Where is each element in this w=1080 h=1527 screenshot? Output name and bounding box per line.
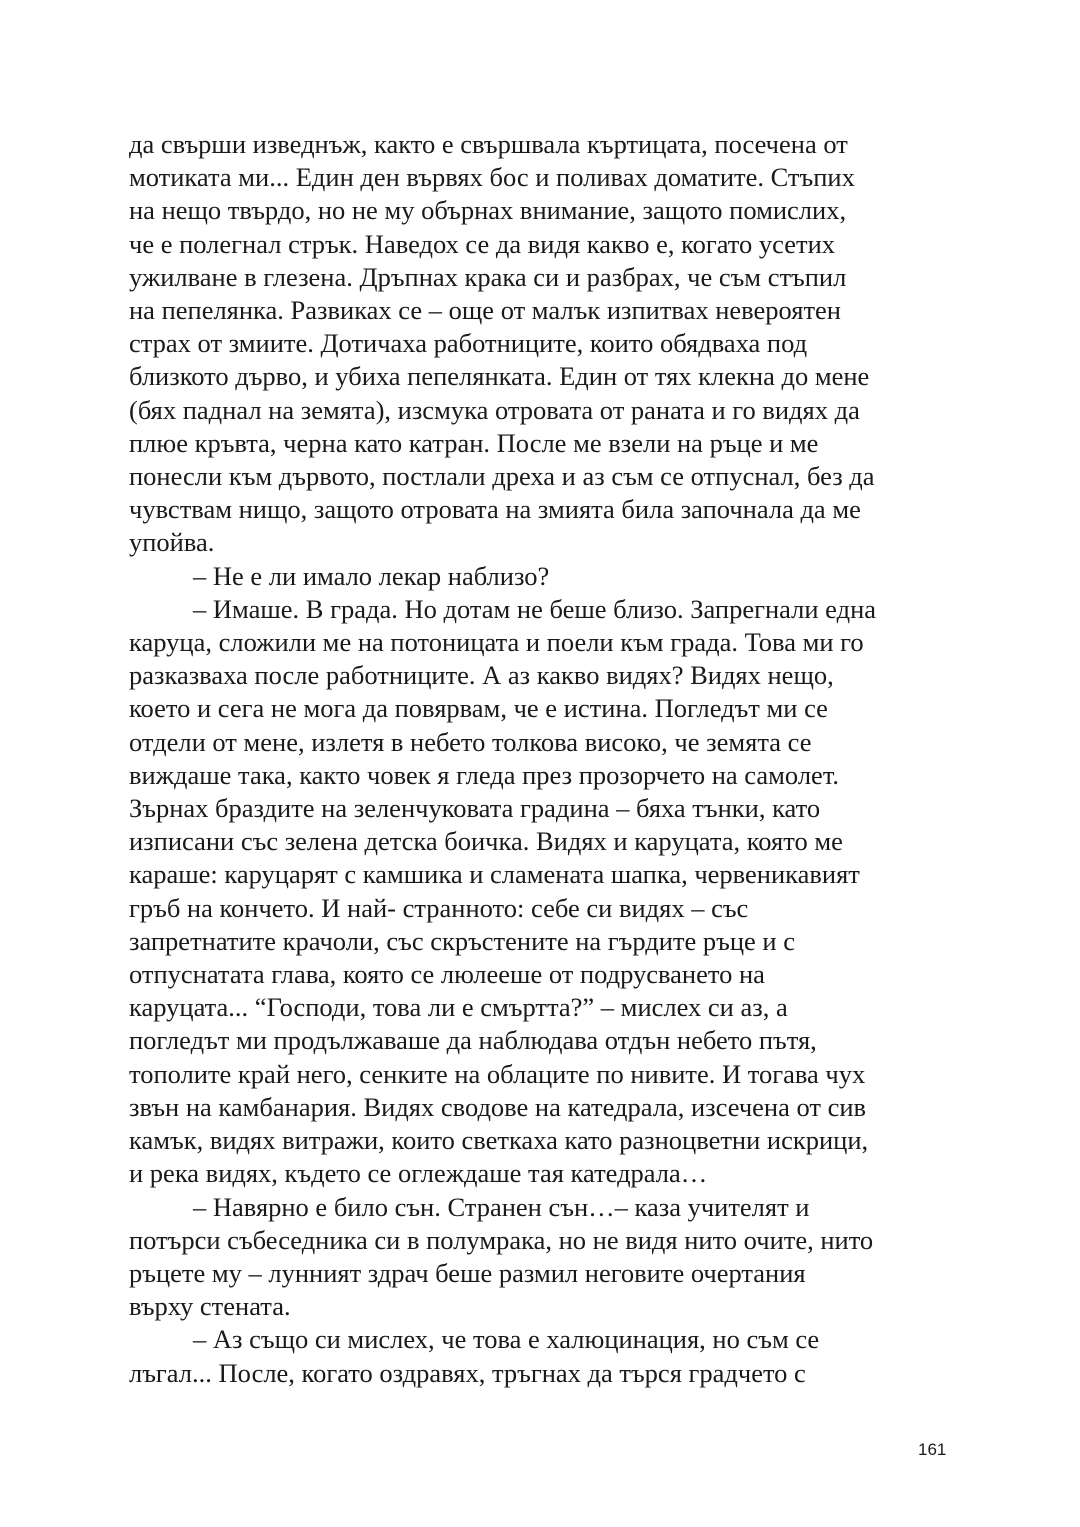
text-line: близкото дърво, и убиха пепелянката. Един от тях клекна до мене bbox=[129, 361, 870, 392]
text-line: чувствам нищо, защото отровата на змията била започнала да ме bbox=[129, 494, 861, 525]
text-line: камък, видях витражи, които светкаха като разноцветни искрици, bbox=[129, 1125, 869, 1156]
text-line: на пепелянка. Развиках се – още от малък изпитвах невероятен bbox=[129, 295, 841, 326]
text-line: караше: каруцарят с камшика и сламената шапка, червеникавият bbox=[129, 859, 860, 890]
text-line: изписани със зелена детска боичка. Видях и каруцата, която ме bbox=[129, 826, 843, 857]
text-line: плюе кръвта, черна като катран. После ме взели на ръце и ме bbox=[129, 427, 819, 458]
text-line: – Не е ли имало лекар наблизо? bbox=[193, 560, 550, 591]
text-line: отдели от мене, излетя в небето толкова високо, че земята се bbox=[129, 726, 812, 757]
text-line: което и сега не мога да повярвам, че е истина. Погледът ми се bbox=[129, 693, 828, 724]
text-line: – Навярно е било сън. Странен сън…– каза учителят и bbox=[193, 1191, 810, 1222]
text-line: лъгал... После, когато оздравях, тръгнах да търся градчето с bbox=[129, 1357, 806, 1388]
text-line: упойва. bbox=[129, 527, 215, 558]
text-line: потърси събеседника си в полумрака, но не видя нито очите, нито bbox=[129, 1224, 874, 1255]
text-line: – Аз също си мислех, че това е халюцинация, но съм се bbox=[193, 1324, 820, 1355]
text-line: виждаше така, както човек я гледа през прозорчето на самолет. bbox=[129, 759, 840, 790]
text-line: каруцата... “Господи, това ли е смъртта?” – мислех си аз, а bbox=[129, 992, 788, 1023]
text-line: ужилване в глезена. Дръпнах крака си и разбрах, че съм стъпил bbox=[129, 261, 847, 292]
text-line: отпуснатата глава, която се люлееше от подрусването на bbox=[129, 959, 765, 990]
text-line: върху стената. bbox=[129, 1291, 291, 1322]
body-text bbox=[129, 128, 949, 1390]
text-line: страх от змиите. Дотичаха работниците, които обядваха под bbox=[129, 328, 808, 359]
text-line: гръб на кончето. И най- странното: себе си видях – със bbox=[129, 892, 749, 923]
text-line: тополите край него, сенките на облаците по нивите. И тогава чух bbox=[129, 1058, 866, 1089]
page-number: 161 bbox=[918, 1440, 947, 1459]
text-line: запретнатите крачоли, със скръстените на гърдите ръце и с bbox=[129, 925, 795, 956]
text-line: Зърнах браздите на зеленчуковата градина – бяха тънки, като bbox=[129, 793, 821, 824]
text-line: звън на камбанария. Видях сводове на катедрала, изсечена от сив bbox=[129, 1091, 867, 1122]
text-line: мотиката ми... Един ден вървях бос и поливах доматите. Стъпих bbox=[129, 162, 855, 193]
text-line: ръцете му – лунният здрач беше размил неговите очертания bbox=[129, 1257, 806, 1288]
text-line: погледът ми продължаваше да наблюдава отдън небето пътя, bbox=[129, 1025, 817, 1056]
text-line: каруца, сложили ме на потоницата и поели към града. Това ми го bbox=[129, 627, 864, 658]
text-line: на нещо твърдо, но не му обърнах внимание, защото помислих, bbox=[129, 195, 847, 226]
text-line: – Имаше. В града. Но дотам не беше близо. Запрегнали една bbox=[193, 593, 877, 624]
text-line: че е полегнал стрък. Наведох се да видя какво е, когато усетих bbox=[129, 228, 836, 259]
text-line: разказваха после работниците. А аз какво видях? Видях нещо, bbox=[129, 660, 834, 691]
text-line: да свърши изведнъж, както е свършвала къртицата, посечена от bbox=[129, 129, 848, 159]
text-line: и река видях, където се оглеждаше тая катедрала… bbox=[129, 1158, 708, 1189]
text-line: понесли към дървото, постлали дреха и аз съм се отпуснал, без да bbox=[129, 461, 875, 492]
text-line: (бях паднал на земята), изсмука отровата от раната и го видях да bbox=[129, 394, 860, 425]
